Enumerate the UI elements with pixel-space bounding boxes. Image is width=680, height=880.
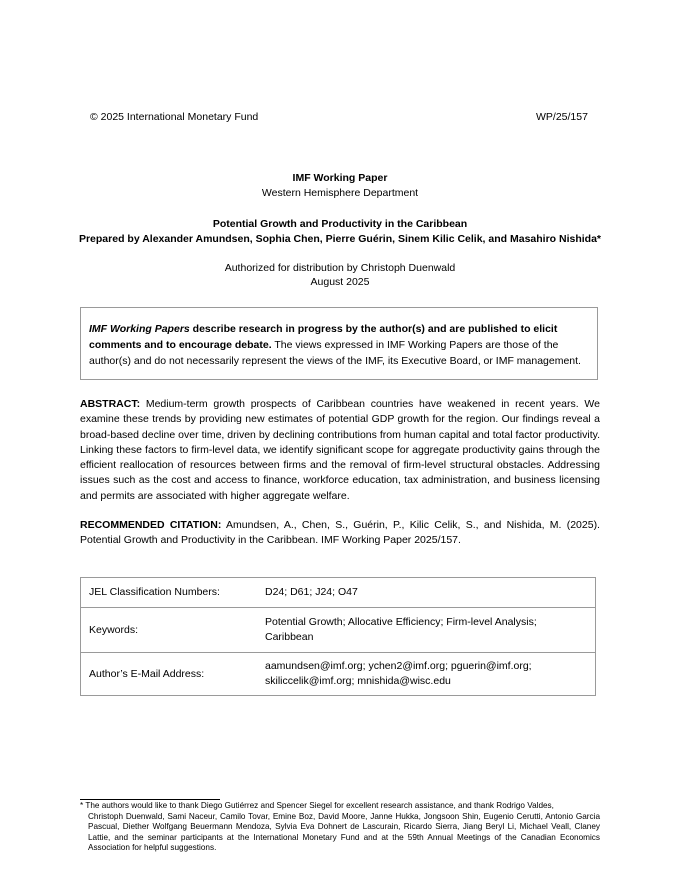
keywords-value: [255, 608, 596, 653]
jel-label: JEL Classification Numbers:: [81, 578, 256, 608]
publication-date: August 2025: [310, 276, 370, 288]
email-label: Author’s E-Mail Address:: [81, 653, 256, 696]
table-row: [81, 578, 596, 608]
author-line: Prepared by Alexander Amundsen, Sophia Chen, Pierre Guérin, Sinem Kilic Celik, and Masahiro Nishida*: [78, 233, 602, 245]
disclaimer-lead: IMF Working Papers: [89, 323, 190, 335]
footnote-rule: [80, 799, 220, 800]
table-row: [81, 653, 596, 696]
disclaimer-box: [80, 307, 598, 380]
copyright-notice: © 2025 International Monetary Fund: [90, 111, 259, 123]
disclaimer-normal: The views expressed in IMF Working Papers are those of the author(s) and do not necessarily represent the views of the IMF, its Executive Board, or IMF management.: [89, 339, 581, 367]
keywords-line1: Potential Growth; Allocative Efficiency; Firm-level Analysis;: [265, 616, 537, 628]
abstract-label: ABSTRACT:: [80, 398, 141, 410]
info-table: [80, 577, 596, 696]
keywords-line2: Caribbean: [265, 631, 314, 643]
citation-text: Amundsen, A., Chen, S., Guérin, P., Kilic Celik, S., and Nishida, M. (2025). Potential Growth and Productivity in the Caribbean. IMF Working Paper 2025/157.: [80, 519, 600, 547]
paper-number: WP/25/157: [536, 111, 588, 123]
paper-title: Potential Growth and Productivity in the Caribbean: [212, 218, 468, 230]
email-value: [255, 653, 596, 696]
series-title: IMF Working Paper: [292, 172, 388, 184]
email-line2[interactable]: skiliccelik@imf.org; mnishida@wisc.edu: [265, 675, 451, 687]
table-row: [81, 608, 596, 653]
disclaimer-bold: describe research in progress by the author(s) and are published to elicit comments and to encourage debate.: [89, 323, 558, 351]
abstract-text: Medium-term growth prospects of Caribbean countries have weakened in recent years. We examine these trends by providing new estimates of potential GDP growth for the region. Our findings reveal a broad-based decline over time, driven by declining contributions from human capital and total factor productivity. Linking these factors to firm-level data, we identify significant scope for aggregate productivity gains through the efficient reallocation of resources between firms and the removal of firm-level structural obstacles. Addressing issues such as the cost and access to finance, workforce education, tax administration, and business licensing and permits are associated with higher aggregate welfare.: [80, 398, 600, 502]
keywords-label: Keywords:: [81, 608, 256, 653]
recommended-citation: [80, 518, 600, 549]
jel-codes: D24; D61; J24; O47: [255, 578, 596, 608]
authorized-by: Authorized for distribution by Christoph Duenwald: [224, 262, 456, 274]
disclaimer-text: [89, 321, 589, 369]
footnote: [80, 801, 600, 854]
email-line1[interactable]: aamundsen@imf.org; ychen2@imf.org; pguerin@imf.org;: [265, 660, 532, 672]
footnote-rest: Christoph Duenwald, Sami Naceur, Camilo Tovar, Emine Boz, David Moore, Janne Hukka, Jongsoon Shin, Eugenio Cerutti, Antonio Garcia Pascual, Diether Wolfgang Beuermann Mendoza, Sylvia Eva Dohnert de Lascurain, Ricardo Sierra, Jiang Beryl Li, Michael Veall, Claney Lattie, and the seminar participants at the International Monetary Fund and at the 59th Annual Meetings of the Canadian Economics Association for helpful suggestions.: [88, 811, 600, 853]
department: Western Hemisphere Department: [261, 187, 419, 199]
abstract: [80, 397, 600, 504]
citation-label: RECOMMENDED CITATION:: [80, 519, 222, 531]
footnote-first: * The authors would like to thank Diego Gutiérrez and Spencer Siegel for excellent research assistance, and thank Rodrigo Valdes,: [80, 801, 554, 810]
